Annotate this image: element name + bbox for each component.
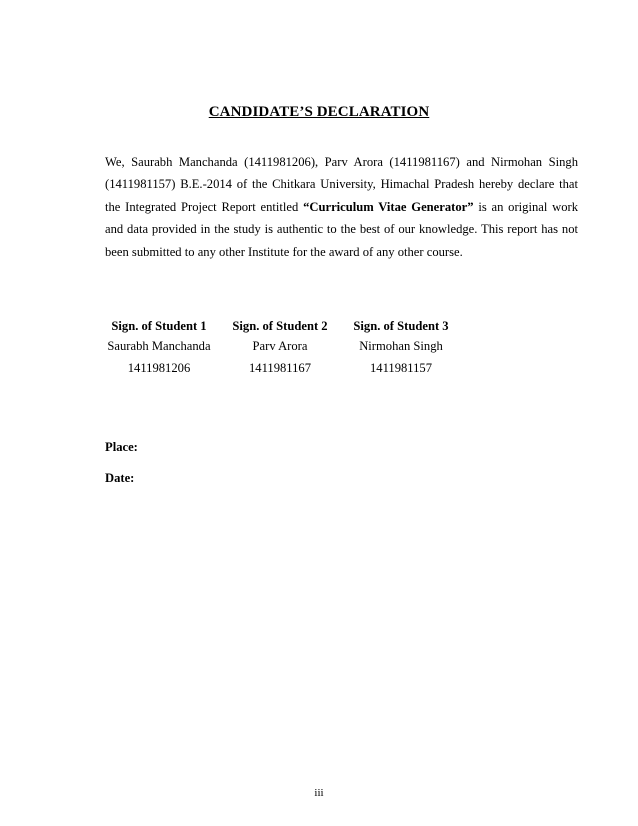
signature-block-student-2 <box>210 316 350 378</box>
page-title: CANDIDATE’S DECLARATION <box>208 104 430 120</box>
student-name: Nirmohan Singh <box>359 339 443 353</box>
signature-block-student-3 <box>331 316 471 378</box>
student-id: 1411981206 <box>127 361 191 375</box>
signature-block-student-1 <box>89 316 229 378</box>
declaration-paragraph <box>105 151 578 263</box>
student-name: Parv Arora <box>252 339 308 353</box>
student-id: 1411981167 <box>248 361 312 375</box>
student-id: 1411981157 <box>369 361 433 375</box>
declaration-text-part2: is an original work and data provided in the study is authentic to the best of our knowledge. This report has not been submitted to any other Institute for the award of any other course. <box>105 199 579 259</box>
student-name: Saurabh Manchanda <box>107 339 211 353</box>
page-number: iii <box>314 787 324 799</box>
date-label: Date: <box>105 471 135 485</box>
signature-heading: Sign. of Student 1 <box>111 319 207 333</box>
project-title: “Curriculum Vitae Generator” <box>303 199 474 214</box>
signature-heading: Sign. of Student 2 <box>232 319 328 333</box>
place-label: Place: <box>105 440 138 454</box>
signature-heading: Sign. of Student 3 <box>353 319 449 333</box>
declaration-text-part1: We, Saurabh Manchanda (1411981206), Parv Arora (1411981167) and Nirmohan Singh (1411981157) B.E.-2014 of the Chitkara University, Himachal Pradesh hereby declare that the Integrated Project Report entitled <box>105 155 578 214</box>
